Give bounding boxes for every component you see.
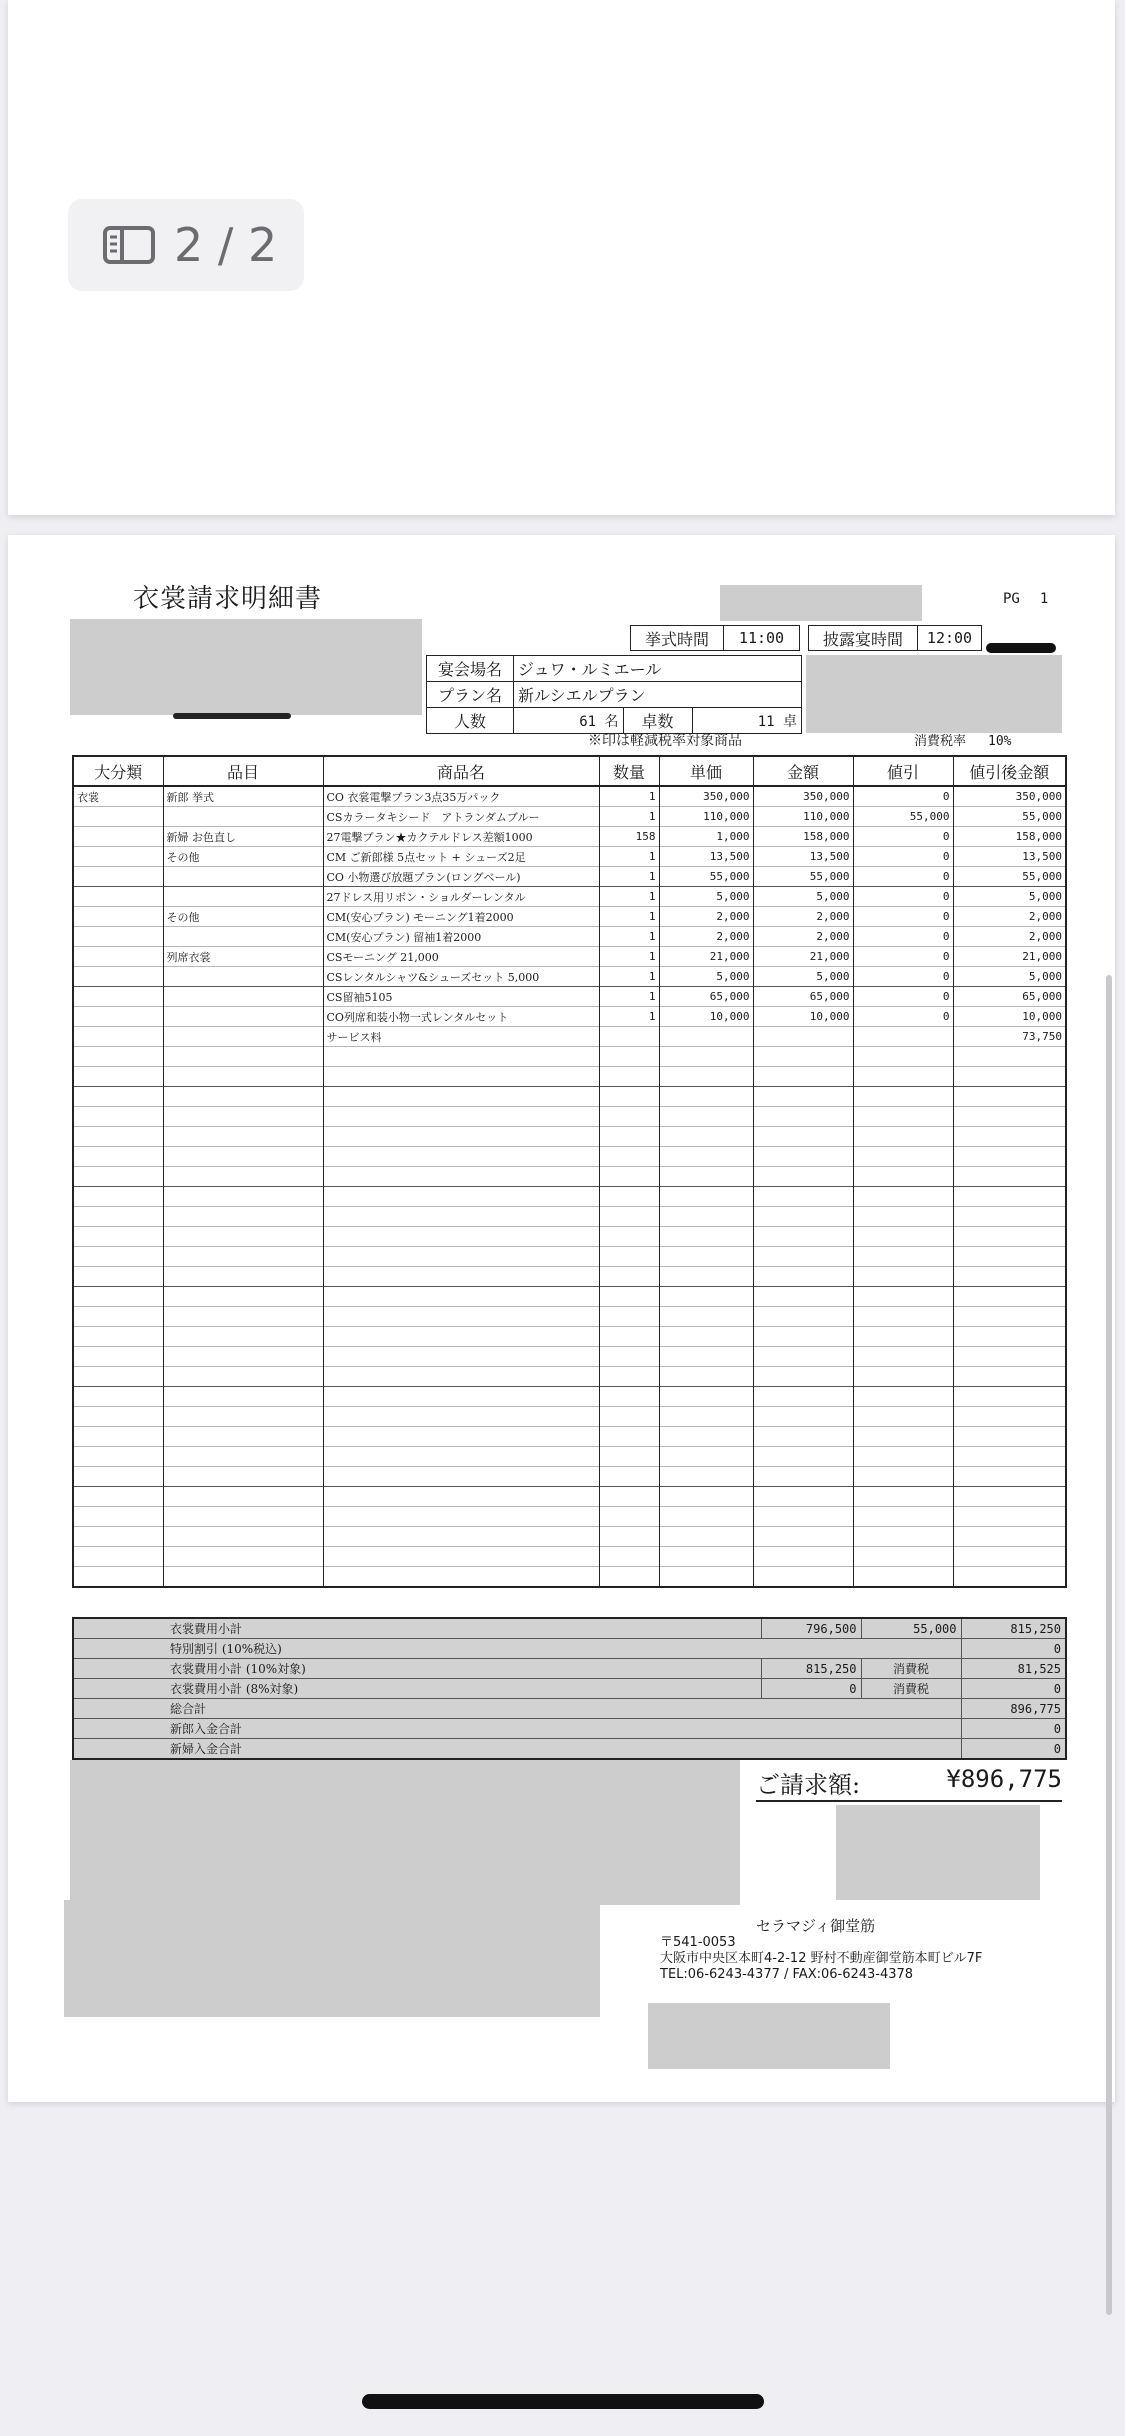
table-row: [73, 1407, 1066, 1427]
table-cell: 新婦 お色直し: [163, 827, 323, 847]
table-cell: 2,000: [659, 907, 753, 927]
sidebar-icon: [102, 225, 156, 265]
table-row: [73, 887, 1066, 907]
summary-table: [72, 1617, 1067, 1760]
page-count: 2 / 2: [174, 218, 278, 272]
table-cell: 55,000: [853, 807, 953, 827]
reduced-tax-note: ※印は軽減税率対象商品: [588, 733, 742, 749]
billing-total: [756, 1765, 1062, 1802]
table-row: [73, 1067, 1066, 1087]
table-cell: CSレンタルシャツ&シューズセット 5,000: [323, 967, 599, 987]
table-cell: CSモーニング 21,000: [323, 947, 599, 967]
document-title: 衣裳請求明細書: [133, 584, 323, 614]
table-row: [73, 1027, 1066, 1047]
table-cell: [163, 887, 323, 907]
table-cell: [73, 827, 163, 847]
company-address: 〒541-0053 大阪市中央区本町4-2-12 野村不動産御堂筋本町ビル7F TEL:06-6243-4377 / FAX:06-6243-4378: [660, 1935, 983, 1982]
column-header: 値引: [853, 756, 953, 786]
table-cell: [163, 927, 323, 947]
plan-name: 新ルシエルプラン: [514, 682, 802, 708]
table-cell: 0: [853, 967, 953, 987]
table-row: [73, 1507, 1066, 1527]
table-cell: 158: [599, 827, 659, 847]
table-cell: CO 衣裳電撃プラン3点35万パック: [323, 786, 599, 807]
table-row: [73, 1127, 1066, 1147]
table-cell: 1: [599, 807, 659, 827]
reception-time-box: 披露宴時間 12:00: [808, 625, 982, 651]
table-row: [73, 1367, 1066, 1387]
table-row: [73, 827, 1066, 847]
table-cell: 0: [853, 786, 953, 807]
billing-label: ご請求額:: [756, 1771, 861, 1799]
table-cell: 73,750: [953, 1027, 1066, 1047]
table-row: [73, 1087, 1066, 1107]
table-row: [73, 1147, 1066, 1167]
table-cell: 5,000: [753, 967, 853, 987]
table-row: [73, 1007, 1066, 1027]
redacted-block: [836, 1805, 1040, 1900]
table-cell: 2,000: [953, 907, 1066, 927]
table-row: [73, 1387, 1066, 1407]
table-row: [73, 1487, 1066, 1507]
summary-row: 総合計 896,775: [73, 1699, 1066, 1719]
summary-row: 新郎入金合計 0: [73, 1719, 1066, 1739]
table-cell: 0: [853, 827, 953, 847]
table-cell: [73, 967, 163, 987]
table-row: [73, 1187, 1066, 1207]
table-cell: CS留袖5105: [323, 987, 599, 1007]
table-row: [73, 1307, 1066, 1327]
table-row: [73, 1527, 1066, 1547]
table-cell: 55,000: [659, 867, 753, 887]
table-cell: 5,000: [753, 887, 853, 907]
scan-mark: [986, 643, 1056, 653]
table-cell: 1: [599, 867, 659, 887]
table-row: [73, 1167, 1066, 1187]
table-cell: [599, 1027, 659, 1047]
table-cell: CM(安心プラン) 留袖1着2000: [323, 927, 599, 947]
table-cell: 2,000: [659, 927, 753, 947]
table-cell: CM ご新郎様 5点セット + シューズ2足: [323, 847, 599, 867]
table-cell: 5,000: [953, 887, 1066, 907]
table-row: [73, 1567, 1066, 1588]
table-cell: [73, 1027, 163, 1047]
table-cell: [73, 867, 163, 887]
table-cell: 2,000: [753, 907, 853, 927]
table-row: [73, 1287, 1066, 1307]
table-cell: 新郎 挙式: [163, 786, 323, 807]
table-cell: その他: [163, 847, 323, 867]
table-row: [73, 867, 1066, 887]
table-row: [73, 1447, 1066, 1467]
table-cell: 1: [599, 947, 659, 967]
table-cell: [163, 967, 323, 987]
table-row: [73, 1207, 1066, 1227]
table-cell: 2,000: [953, 927, 1066, 947]
table-cell: [73, 927, 163, 947]
table-cell: 0: [853, 887, 953, 907]
table-row: [73, 1247, 1066, 1267]
table-cell: 0: [853, 927, 953, 947]
table-cell: 1: [599, 967, 659, 987]
summary-row: 衣裳費用小計 (8%対象) 0 消費税 0: [73, 1679, 1066, 1699]
redacted-block: [70, 1760, 740, 1905]
grand-total: 896,775: [961, 1699, 1066, 1719]
table-row: [73, 1427, 1066, 1447]
redacted-block: [70, 619, 422, 715]
table-row: [73, 1347, 1066, 1367]
table-row: [73, 1547, 1066, 1567]
table-cell: 27電撃プラン★カクテルドレス差額1000: [323, 827, 599, 847]
billing-amount: ¥896,775: [946, 1765, 1062, 1793]
column-header: 値引後金額: [953, 756, 1066, 786]
pdf-page-2: [8, 535, 1115, 2102]
table-row: [73, 1227, 1066, 1247]
table-cell: 158,000: [953, 827, 1066, 847]
redacted-block: [648, 2003, 890, 2069]
table-cell: 1: [599, 887, 659, 907]
table-cell: [73, 1007, 163, 1027]
scan-mark: [173, 713, 291, 719]
table-cell: [163, 867, 323, 887]
table-row: [73, 927, 1066, 947]
table-cell: [163, 1027, 323, 1047]
table-cell: 65,000: [953, 987, 1066, 1007]
redacted-block: [720, 585, 922, 621]
table-cell: 13,500: [753, 847, 853, 867]
table-cell: [163, 807, 323, 827]
table-count: 11 卓: [692, 708, 802, 734]
venue-name: ジュワ・ルミエール: [514, 656, 802, 682]
page-indicator[interactable]: [68, 199, 304, 291]
scrollbar[interactable]: [1106, 975, 1112, 2315]
table-cell: CM(安心プラン) モーニング1着2000: [323, 907, 599, 927]
summary-row: 特別割引 (10%税込) 0: [73, 1639, 1066, 1659]
table-cell: 10,000: [953, 1007, 1066, 1027]
table-cell: 13,500: [953, 847, 1066, 867]
column-header: 品目: [163, 756, 323, 786]
table-cell: 0: [853, 867, 953, 887]
table-row: [73, 987, 1066, 1007]
table-row: [73, 1467, 1066, 1487]
table-cell: [73, 947, 163, 967]
table-cell: 1: [599, 1007, 659, 1027]
table-cell: 21,000: [753, 947, 853, 967]
column-header: 単価: [659, 756, 753, 786]
table-cell: 1,000: [659, 827, 753, 847]
table-row: [73, 786, 1066, 807]
table-cell: 10,000: [753, 1007, 853, 1027]
reception-time: 12:00: [926, 629, 973, 647]
table-cell: [73, 987, 163, 1007]
summary-row: 衣裳費用小計 796,500 55,000 815,250: [73, 1618, 1066, 1639]
table-cell: 0: [853, 1007, 953, 1027]
redacted-block: [806, 655, 1062, 733]
table-cell: 0: [853, 907, 953, 927]
table-cell: [73, 907, 163, 927]
pdf-page-1: [8, 0, 1115, 515]
table-row: [73, 807, 1066, 827]
table-cell: 158,000: [753, 827, 853, 847]
table-cell: [73, 847, 163, 867]
table-cell: 21,000: [659, 947, 753, 967]
table-row: [73, 947, 1066, 967]
column-header: 商品名: [323, 756, 599, 786]
summary-row: 新婦入金合計 0: [73, 1739, 1066, 1760]
guest-count: 61 名: [514, 708, 624, 734]
column-header: 数量: [599, 756, 659, 786]
table-cell: CO列席和装小物一式レンタルセット: [323, 1007, 599, 1027]
ceremony-time: 11:00: [738, 629, 785, 647]
table-cell: 2,000: [753, 927, 853, 947]
table-cell: 0: [853, 947, 953, 967]
table-cell: [163, 987, 323, 1007]
table-cell: [753, 1027, 853, 1047]
table-cell: 55,000: [953, 807, 1066, 827]
table-cell: 21,000: [953, 947, 1066, 967]
table-row: [73, 1267, 1066, 1287]
table-cell: 1: [599, 786, 659, 807]
table-row: [73, 1047, 1066, 1067]
table-cell: CSカラータキシード アトランダムブルー: [323, 807, 599, 827]
table-cell: その他: [163, 907, 323, 927]
table-row: [73, 847, 1066, 867]
tax-rate: 消費税率 10%: [914, 734, 1012, 749]
company-name: セラマジィ御堂筋: [756, 1917, 876, 1935]
table-cell: 10,000: [659, 1007, 753, 1027]
page-number: PG 1: [1003, 591, 1049, 607]
redacted-block: [64, 1900, 600, 2017]
table-row: [73, 1327, 1066, 1347]
table-cell: 1: [599, 907, 659, 927]
table-cell: 衣裳: [73, 786, 163, 807]
table-cell: 5,000: [953, 967, 1066, 987]
summary-row: 衣裳費用小計 (10%対象) 815,250 消費税 81,525: [73, 1659, 1066, 1679]
line-items-table: [72, 755, 1067, 1588]
table-cell: [659, 1027, 753, 1047]
table-row: [73, 1107, 1066, 1127]
table-cell: 350,000: [659, 786, 753, 807]
table-cell: 5,000: [659, 887, 753, 907]
table-cell: 110,000: [659, 807, 753, 827]
event-info-table: 宴会場名 ジュワ・ルミエール プラン名 新ルシエルプラン 人数 61 名 卓数 11 卓: [426, 655, 802, 734]
table-cell: 55,000: [953, 867, 1066, 887]
table-cell: [73, 887, 163, 907]
table-cell: 0: [853, 987, 953, 1007]
column-header: 金額: [753, 756, 853, 786]
table-cell: 13,500: [659, 847, 753, 867]
column-header: 大分類: [73, 756, 163, 786]
table-row: [73, 907, 1066, 927]
table-cell: 27ドレス用リボン・ショルダーレンタル: [323, 887, 599, 907]
table-cell: [853, 1027, 953, 1047]
table-cell: 65,000: [753, 987, 853, 1007]
table-cell: [73, 807, 163, 827]
table-cell: サービス料: [323, 1027, 599, 1047]
table-cell: 5,000: [659, 967, 753, 987]
table-cell: 110,000: [753, 807, 853, 827]
table-cell: 1: [599, 987, 659, 1007]
table-cell: 65,000: [659, 987, 753, 1007]
table-cell: 0: [853, 847, 953, 867]
table-cell: 350,000: [753, 786, 853, 807]
table-cell: 列席衣裳: [163, 947, 323, 967]
table-row: [73, 967, 1066, 987]
table-cell: 55,000: [753, 867, 853, 887]
home-indicator[interactable]: [362, 2394, 764, 2409]
ceremony-time-box: 挙式時間 11:00: [630, 625, 800, 651]
table-cell: 350,000: [953, 786, 1066, 807]
table-cell: [163, 1007, 323, 1027]
table-cell: CO 小物選び放題プラン(ロングベール): [323, 867, 599, 887]
table-cell: 1: [599, 927, 659, 947]
table-cell: 1: [599, 847, 659, 867]
